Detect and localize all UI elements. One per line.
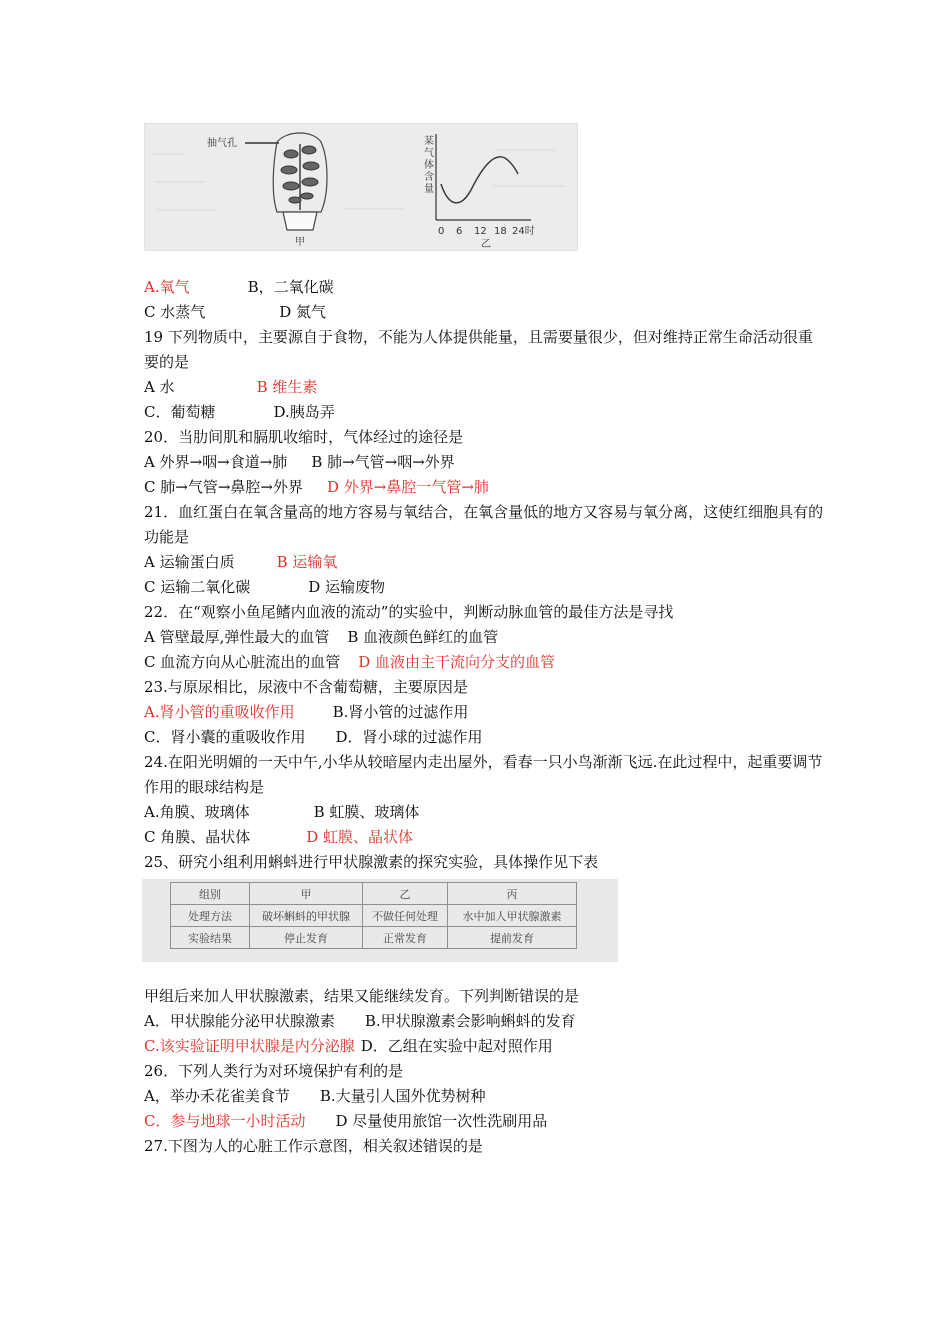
q25-table-image [142,879,618,962]
q26-options-cd [144,1109,824,1134]
table-cell: 破坏蝌蚪的甲状腺 [250,905,363,927]
q25-followup: 甲组后来加人甲状腺激素，结果又能继续发育。下列判断错误的是 [144,987,580,1005]
q24-option-d: D 虹膜、晶状体 [306,828,414,846]
x-tick-12: 12 [474,226,487,237]
q19-option-c: C．葡萄糖 [144,403,216,421]
experiment-figure [144,123,578,251]
q25-option-d: D．乙组在实验中起对照作用 [360,1037,553,1055]
q22-option-a: A 管壁最厚,弹性最大的血管 [144,628,330,646]
q23-stem: 23.与原尿相比，尿液中不含葡萄糖，主要原因是 [144,678,468,696]
q18-options-ab [144,275,824,300]
x-tick-0: 0 [438,226,445,237]
plant-and-graph-svg [145,124,577,250]
x-tick-18: 18 [494,226,507,237]
table-cell: 处理方法 [171,905,250,927]
q25-options-cd [144,1034,824,1059]
q18-option-c: C 水蒸气 [144,303,206,321]
q23-option-b: B.肾小管的过滤作用 [332,703,469,721]
q24-options-ab [144,800,824,825]
q22-options-ab [144,625,824,650]
q25-options-ab [144,1009,824,1034]
q24-stem: 24.在阳光明媚的一天中午,小华从较暗屋内走出屋外，看春一只小鸟渐渐飞远.在此过程中，起重要调节作用的眼球结构是 [144,753,823,796]
q26-option-b: B.大量引人国外优势树种 [319,1087,486,1105]
q18-option-a: A.氧气 [144,278,190,296]
q22-option-c: C 血流方向从心脏流出的血管 [144,653,341,671]
q25-option-c: C.该实验证明甲状腺是内分泌腺 [144,1037,355,1055]
x-tick-6: 6 [456,226,463,237]
table-cell: 水中加人甲状腺激素 [448,905,577,927]
gas-content-graph [424,134,535,250]
q26-option-c: C．参与地球一小时活动 [144,1112,306,1130]
table-header-cell: 乙 [363,883,448,905]
table-row [171,905,577,927]
q23-options-cd [144,725,824,750]
q21-stem: 21．血红蛋白在氧含量高的地方容易与氧结合，在氧含量低的地方又容易与氧分离，这使红细胞具有的功能是 [144,503,824,546]
q20-option-d: D 外界→鼻腔一气管→肺 [326,478,489,496]
worksheet-page [144,123,824,1159]
flower-pot [283,212,317,230]
q21-option-a: A 运输蛋白质 [144,553,235,571]
q18-option-d: D 氮气 [279,303,327,321]
gas-curve [441,157,518,203]
q24-option-c: C 角膜、晶状体 [144,828,251,846]
q21-options-cd [144,575,824,600]
q24-options-cd [144,825,824,850]
q23-option-a: A.肾小管的重吸收作用 [144,703,295,721]
q25-option-a: A．甲状腺能分泌甲状腺激素 [144,1012,335,1030]
q25-table [170,882,577,949]
table-cell: 不做任何处理 [363,905,448,927]
label-jia: 甲 [295,237,305,248]
q19-options-cd [144,400,824,425]
q20-options-ab [144,450,824,475]
table-cell: 实验结果 [171,927,250,949]
q22-stem: 22．在“观察小鱼尾鳍内血液的流动”的实验中，判断动脉血管的最佳方法是寻找 [144,603,674,621]
label-yi: 乙 [481,239,491,250]
table-header-row [171,883,577,905]
q23-option-d: D．肾小球的过滤作用 [335,728,483,746]
table-header-cell: 组别 [171,883,250,905]
q27-stem: 27.下图为人的心脏工作示意图，相关叙述错误的是 [144,1137,483,1155]
q19-option-d: D.胰岛弄 [273,403,335,421]
q18-options-cd [144,300,824,325]
q18-option-b: B，二氧化碳 [247,278,334,296]
q19-option-a: A 水 [144,378,175,396]
question-list [144,275,824,1159]
q26-option-d: D 尽量使用旅馆一次性洗刷用品 [335,1112,548,1130]
plant-icon [281,144,319,210]
q19-stem: 19 下列物质中，主要源自于食物，不能为人体提供能量，且需要量很少，但对维持正常生命活动很重要的是 [144,328,813,371]
q20-option-a: A 外界→咽→食道→肺 [144,453,288,471]
q25-stem: 25、研究小组利用蝌蚪进行甲状腺激素的探究实验，具体操作见下表 [144,853,599,871]
table-header-cell: 甲 [250,883,363,905]
q20-options-cd [144,475,824,500]
table-cell: 停止发育 [250,927,363,949]
table-cell: 提前发育 [448,927,577,949]
q23-options-ab [144,700,824,725]
q21-option-c: C 运输二氧化碳 [144,578,251,596]
q24-option-a: A.角膜、玻璃体 [144,803,250,821]
q26-option-a: A，举办禾花雀美食节 [144,1087,290,1105]
y-axis-label: 某气 体含 量 [424,136,434,195]
q20-option-c: C 肺→气管→鼻腔→外界 [144,478,303,496]
q20-option-b: B 肺→气管→咽→外界 [311,453,455,471]
q21-option-b: B 运输氧 [276,553,338,571]
x-tick-24: 24时 [512,226,535,237]
q21-options-ab [144,550,824,575]
table-header-cell: 丙 [448,883,577,905]
q26-options-ab [144,1084,824,1109]
q21-option-d: D 运输废物 [308,578,386,596]
table-cell: 正常发育 [363,927,448,949]
table-row [171,927,577,949]
q20-stem: 20．当肋间肌和膈肌收缩时，气体经过的途径是 [144,428,464,446]
q26-stem: 26．下列人类行为对环境保护有利的是 [144,1062,404,1080]
pump-hole-label: 抽气孔 [207,138,237,149]
q24-option-b: B 虹膜、玻璃体 [313,803,420,821]
q25-option-b: B.甲状腺激素会影响蝌蚪的发育 [364,1012,576,1030]
q22-option-b: B 血液颜色鲜红的血管 [347,628,499,646]
q19-option-b: B 维生素 [256,378,318,396]
q23-option-c: C．肾小囊的重吸收作用 [144,728,306,746]
q22-option-d: D 血液由主干流向分支的血管 [358,653,556,671]
q19-options-ab [144,375,824,400]
q22-options-cd [144,650,824,675]
